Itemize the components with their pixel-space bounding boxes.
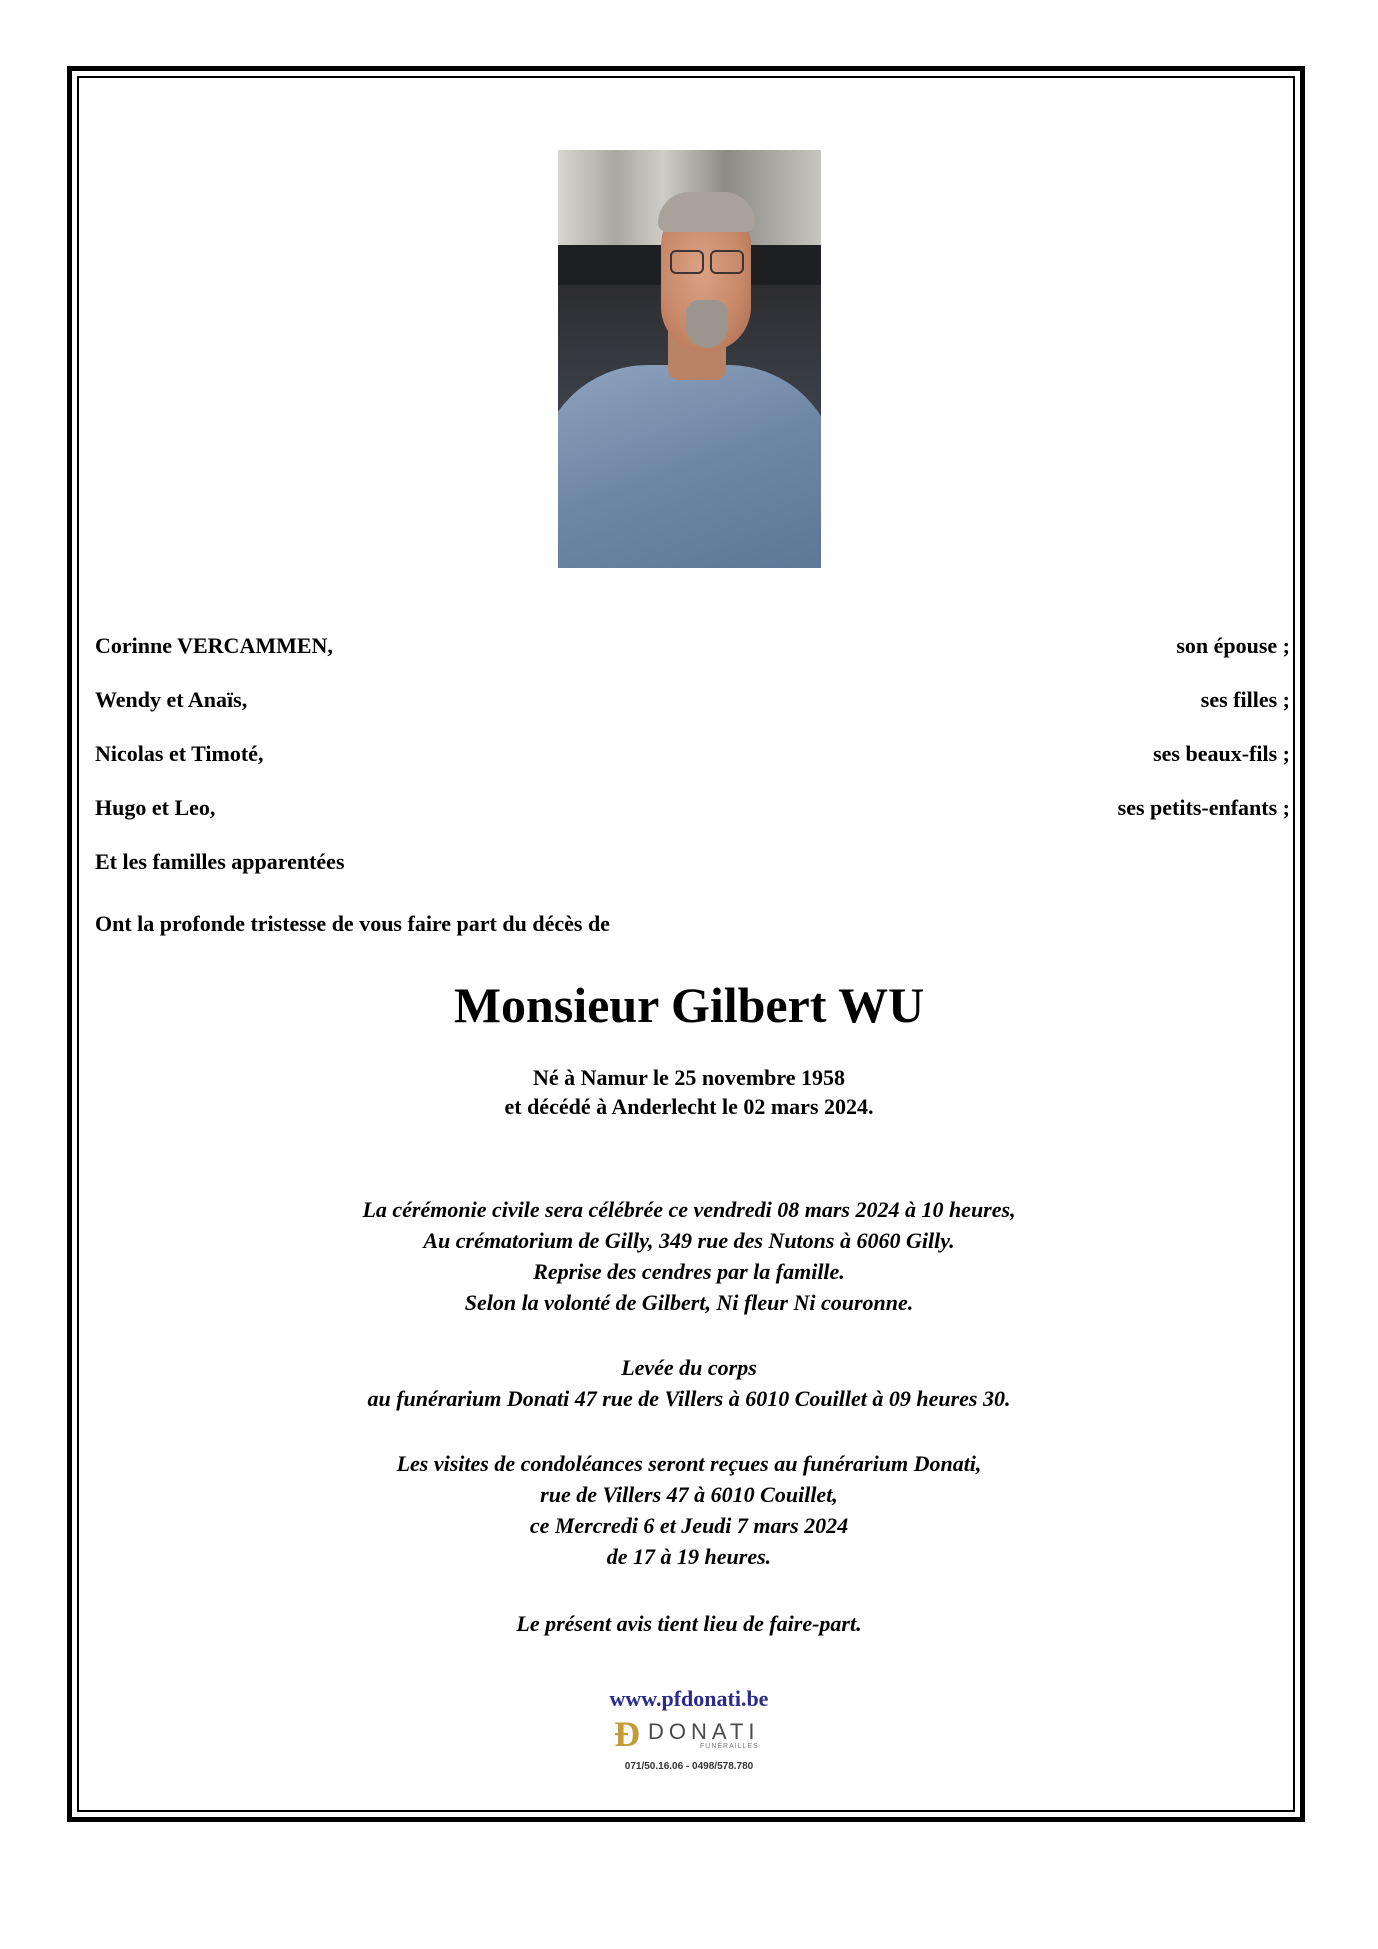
family-row — [95, 741, 1290, 767]
visits-line: rue de Villers 47 à 6010 Couillet, — [540, 1482, 838, 1507]
family-row — [95, 795, 1290, 821]
families-line: Et les familles apparentées — [95, 849, 345, 874]
ceremony-line: Au crématorium de Gilly, 349 rue des Nutons à 6060 Gilly. — [423, 1228, 955, 1253]
logo-sub: FUNÉRAILLES — [700, 1743, 759, 1750]
family-row — [95, 633, 1290, 659]
website-link[interactable]: www.pfdonati.be — [609, 1686, 769, 1711]
family-name: Hugo et Leo, — [95, 795, 216, 820]
ceremony-line: Reprise des cendres par la famille. — [533, 1259, 845, 1284]
levee-line: Levée du corps — [621, 1355, 757, 1380]
visits-line: ce Mercredi 6 et Jeudi 7 mars 2024 — [529, 1513, 849, 1538]
death-line: et décédé à Anderlecht le 02 mars 2024. — [504, 1094, 874, 1119]
portrait-photo — [558, 150, 821, 568]
family-name: Nicolas et Timoté, — [95, 741, 264, 766]
family-name: Corinne VERCAMMEN, — [95, 633, 333, 658]
visits-line: Les visites de condoléances seront reçues au funérarium Donati, — [396, 1451, 982, 1476]
levee-line: au funérarium Donati 47 rue de Villers à 6010 Couillet à 09 heures 30. — [367, 1386, 1011, 1411]
logo-word: DONATI — [648, 1719, 760, 1744]
donati-logo-icon: Ð — [614, 1714, 640, 1754]
visits-line: de 17 à 19 heures. — [606, 1544, 772, 1569]
family-relation: son épouse ; — [1176, 633, 1290, 658]
family-relation: ses filles ; — [1200, 687, 1290, 712]
family-relation: ses petits-enfants ; — [1117, 795, 1290, 820]
family-relation: ses beaux-fils ; — [1153, 741, 1290, 766]
intro-line: Ont la profonde tristesse de vous faire part du décès de — [95, 911, 610, 936]
donati-logo — [614, 1716, 764, 1758]
phone-numbers: 071/50.16.06 - 0498/578.780 — [624, 1761, 754, 1772]
ceremony-line: Selon la volonté de Gilbert, Ni fleur Ni couronne. — [464, 1290, 914, 1315]
birth-line: Né à Namur le 25 novembre 1958 — [532, 1065, 846, 1090]
family-name: Wendy et Anaïs, — [95, 687, 248, 712]
family-row — [95, 687, 1290, 713]
notice-line: Le présent avis tient lieu de faire-part. — [516, 1611, 862, 1636]
deceased-name: Monsieur Gilbert WU — [453, 977, 925, 1033]
ceremony-line: La cérémonie civile sera célébrée ce vendredi 08 mars 2024 à 10 heures, — [362, 1197, 1016, 1222]
